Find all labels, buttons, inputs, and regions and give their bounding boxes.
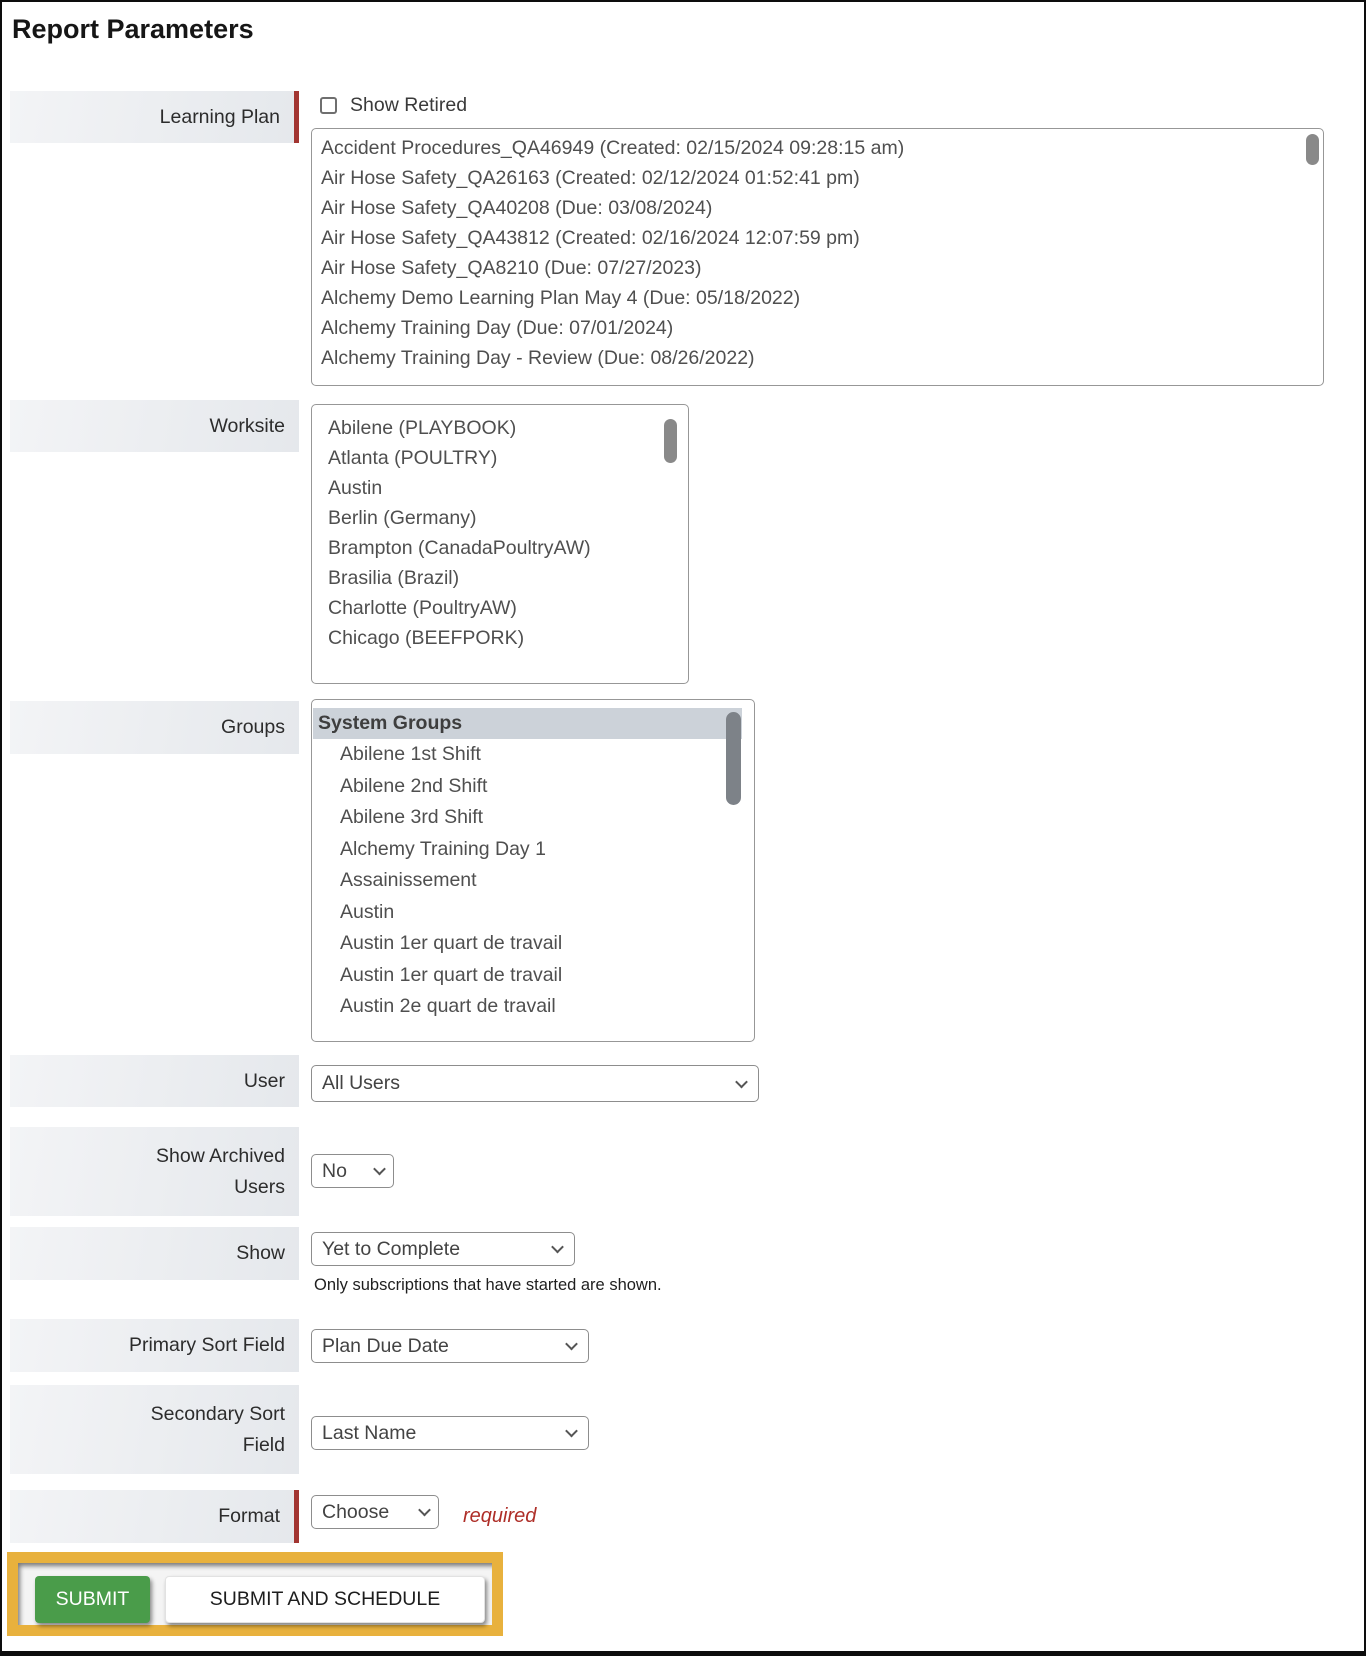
show-archived-users-select-value: No — [322, 1159, 347, 1182]
field-label-show-archived-users — [10, 1127, 299, 1216]
show-select-value: Yet to Complete — [322, 1237, 461, 1260]
primary-sort-select-value: Plan Due Date — [322, 1334, 449, 1357]
groups-option[interactable]: Alchemy Training Day 1 — [340, 837, 546, 860]
user-select-value: All Users — [322, 1072, 401, 1094]
groups-option[interactable]: Austin 1er quart de travail — [340, 932, 563, 954]
field-label-groups — [10, 701, 299, 754]
learning-plan-option[interactable]: Air Hose Safety_QA26163 (Created: 02/12/2024 01:52:41 pm) — [321, 167, 860, 189]
submit-button[interactable]: SUBMIT — [35, 1576, 150, 1623]
worksite-option[interactable]: Berlin (Germany) — [328, 507, 477, 529]
learning-plan-label-text: Learning Plan — [159, 105, 280, 128]
worksite-label-text: Worksite — [209, 414, 285, 437]
worksite-option[interactable]: Charlotte (PoultryAW) — [328, 597, 517, 619]
chevron-down-icon — [735, 1075, 748, 1088]
learning-plan-option[interactable]: Air Hose Safety_QA43812 (Created: 02/16/2024 12:07:59 pm) — [321, 227, 860, 249]
page-title: Report Parameters — [12, 14, 254, 44]
primary-sort-label-text: Primary Sort Field — [128, 1334, 285, 1357]
show-retired-checkbox[interactable] — [320, 97, 337, 114]
field-label-worksite — [10, 400, 299, 452]
format-label-text: Format — [218, 1505, 280, 1528]
submit-and-schedule-button[interactable]: SUBMIT AND SCHEDULE — [165, 1576, 485, 1623]
show-retired-row — [320, 94, 467, 117]
primary-sort-select[interactable] — [311, 1329, 589, 1363]
worksite-option[interactable]: Brasilia (Brazil) — [328, 567, 460, 589]
scrollbar-thumb[interactable] — [1306, 134, 1319, 165]
learning-plan-option[interactable]: Air Hose Safety_QA40208 (Due: 03/08/2024) — [321, 197, 713, 219]
scrollbar-thumb[interactable] — [726, 712, 741, 805]
worksite-option[interactable]: Austin — [328, 477, 383, 499]
secondary-sort-label-text: Secondary Sort Field — [150, 1403, 285, 1456]
show-label-text: Show — [236, 1242, 285, 1265]
groups-listbox[interactable] — [311, 699, 755, 1042]
groups-option[interactable]: Abilene 1st Shift — [340, 743, 481, 765]
groups-option[interactable]: Austin 1er quart de travail — [340, 963, 563, 986]
secondary-sort-select-value: Last Name — [322, 1421, 417, 1444]
groups-optgroup-header[interactable]: System Groups — [313, 708, 742, 739]
field-label-secondary-sort — [10, 1385, 299, 1474]
user-select[interactable] — [311, 1065, 759, 1102]
secondary-sort-select[interactable] — [311, 1416, 589, 1450]
scrollbar-thumb[interactable] — [664, 419, 677, 463]
field-label-show — [10, 1227, 299, 1280]
learning-plan-option[interactable]: Alchemy Demo Learning Plan May 4 (Due: 05/18/2022) — [321, 287, 801, 309]
chevron-down-icon — [565, 1425, 578, 1438]
action-bar — [18, 1563, 492, 1625]
show-helper-text: Only subscriptions that have started are shown. — [314, 1276, 662, 1294]
learning-plan-option[interactable]: Air Hose Safety_QA8210 (Due: 07/27/2023) — [321, 257, 702, 279]
field-label-user — [10, 1055, 299, 1107]
learning-plan-option[interactable]: Alchemy Training Day (Due: 07/01/2024) — [321, 317, 674, 339]
groups-option[interactable]: Abilene 3rd Shift — [340, 806, 484, 828]
highlight-annotation — [7, 1552, 503, 1636]
field-label-primary-sort — [10, 1319, 299, 1372]
show-retired-label: Show Retired — [350, 94, 468, 116]
worksite-option[interactable]: Abilene (PLAYBOOK) — [328, 417, 517, 439]
groups-option[interactable]: Austin — [340, 900, 395, 923]
format-select-value: Choose — [322, 1500, 390, 1523]
show-archived-users-label-text: Show Archived Users — [156, 1145, 285, 1198]
groups-option[interactable]: Abilene 2nd Shift — [340, 774, 488, 797]
chevron-down-icon — [373, 1163, 386, 1176]
groups-option[interactable]: Assainissement — [340, 869, 477, 891]
show-archived-users-select[interactable] — [311, 1154, 394, 1188]
chevron-down-icon — [565, 1338, 578, 1351]
learning-plan-option[interactable]: Alchemy Training Day - Review (Due: 08/26/2022) — [321, 347, 755, 369]
worksite-listbox[interactable] — [311, 404, 689, 684]
worksite-option[interactable]: Brampton (CanadaPoultryAW) — [328, 537, 591, 559]
groups-option[interactable]: Austin 2e quart de travail — [340, 995, 556, 1017]
format-required-note: required — [463, 1505, 537, 1527]
field-label-format — [10, 1490, 299, 1543]
chevron-down-icon — [551, 1241, 564, 1254]
field-label-learning-plan — [10, 91, 299, 143]
worksite-option[interactable]: Chicago (BEEFPORK) — [328, 627, 525, 649]
format-select[interactable] — [311, 1495, 439, 1529]
show-select[interactable] — [311, 1232, 575, 1266]
learning-plan-listbox[interactable] — [311, 128, 1324, 386]
user-label-text: User — [243, 1069, 285, 1092]
learning-plan-option[interactable]: Accident Procedures_QA46949 (Created: 02/15/2024 09:28:15 am) — [321, 137, 905, 159]
worksite-option[interactable]: Atlanta (POULTRY) — [328, 447, 498, 469]
groups-label-text: Groups — [221, 716, 285, 739]
chevron-down-icon — [418, 1504, 431, 1517]
